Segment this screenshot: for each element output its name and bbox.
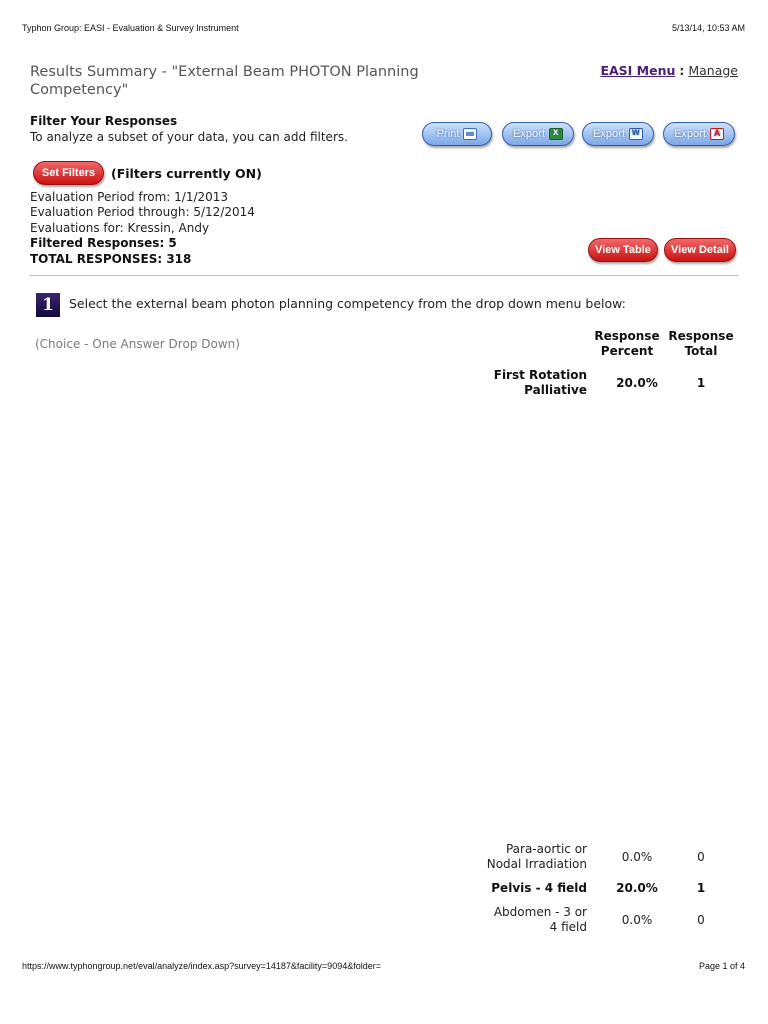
nav-separator: :: [679, 63, 685, 78]
answer-label: [447, 905, 587, 935]
answer-label: [447, 881, 587, 896]
set-filters-button[interactable]: Set Filters: [33, 161, 104, 185]
print-footer-page: Page 1 of 4: [698, 961, 745, 971]
answer-label-line: Pelvis - 4 field: [491, 881, 587, 895]
manage-link[interactable]: Manage: [688, 63, 738, 78]
answer-label-line: First Rotation: [493, 368, 587, 382]
section-divider: [30, 275, 738, 276]
export-pdf-label: Export: [674, 128, 706, 140]
answer-label: [447, 368, 587, 398]
answer-percent: 0.0%: [621, 850, 653, 864]
filter-heading: Filter Your Responses: [30, 114, 178, 128]
export-pdf-button[interactable]: [663, 122, 735, 146]
question-type: (Choice - One Answer Drop Down): [35, 337, 240, 351]
view-table-button[interactable]: View Table: [588, 238, 658, 262]
pdf-icon: [710, 128, 724, 140]
answer-percent: 0.0%: [621, 913, 653, 927]
column-header-line: Response: [668, 329, 734, 343]
filter-description: To analyze a subset of your data, you can add filters.: [30, 130, 348, 144]
answer-label-line: Para-aortic or: [505, 842, 587, 856]
question-number-badge: 1: [36, 293, 60, 317]
top-nav: [600, 63, 738, 78]
answer-label-line: 4 field: [549, 920, 587, 934]
easi-menu-link[interactable]: EASI Menu: [600, 63, 676, 78]
evaluations-for: Evaluations for: Kressin, Andy: [30, 221, 210, 235]
answer-percent: 20.0%: [616, 881, 658, 895]
filtered-responses: Filtered Responses: 5: [30, 236, 177, 250]
answer-total: 0: [697, 913, 705, 927]
word-doc-icon: [629, 128, 643, 140]
export-word-button[interactable]: [582, 122, 654, 146]
answer-total: 1: [696, 376, 706, 390]
total-responses: TOTAL RESPONSES: 318: [30, 252, 192, 266]
answer-label: [447, 842, 587, 872]
printer-icon: [463, 128, 477, 140]
answer-label-line: Palliative: [524, 383, 587, 397]
column-header-line: Percent: [600, 344, 654, 358]
print-button[interactable]: [422, 122, 492, 146]
excel-icon: [549, 128, 563, 140]
filter-status: (Filters currently ON): [111, 166, 262, 181]
print-button-label: Print: [436, 128, 460, 140]
print-footer-url: https://www.typhongroup.net/eval/analyze/index.asp?survey=14187&facility=9094&folder=: [22, 961, 381, 971]
answer-label-line: Nodal Irradiation: [486, 857, 587, 871]
column-header-line: Total: [684, 344, 718, 358]
answer-label-line: Abdomen - 3 or: [493, 905, 587, 919]
print-header-title: Typhon Group: EASI - Evaluation & Survey Instrument: [22, 23, 239, 33]
export-excel-label: Export: [513, 128, 545, 140]
evaluation-period-through: Evaluation Period through: 5/12/2014: [30, 205, 255, 219]
view-detail-button[interactable]: View Detail: [664, 238, 736, 262]
export-word-label: Export: [593, 128, 625, 140]
evaluation-period-from: Evaluation Period from: 1/1/2013: [30, 190, 229, 204]
export-excel-button[interactable]: [502, 122, 574, 146]
answer-total: 0: [697, 850, 705, 864]
page-title: Results Summary - "External Beam PHOTON Planning Competency": [30, 64, 419, 98]
question-text: Select the external beam photon planning competency from the drop down menu below:: [69, 296, 626, 311]
column-header-response-percent: [590, 329, 664, 359]
answer-percent: 20.0%: [616, 376, 658, 390]
column-header-response-total: [664, 329, 738, 359]
print-header-datetime: 5/13/14, 10:53 AM: [671, 23, 745, 33]
answer-total: 1: [696, 881, 706, 895]
column-header-line: Response: [594, 329, 660, 343]
